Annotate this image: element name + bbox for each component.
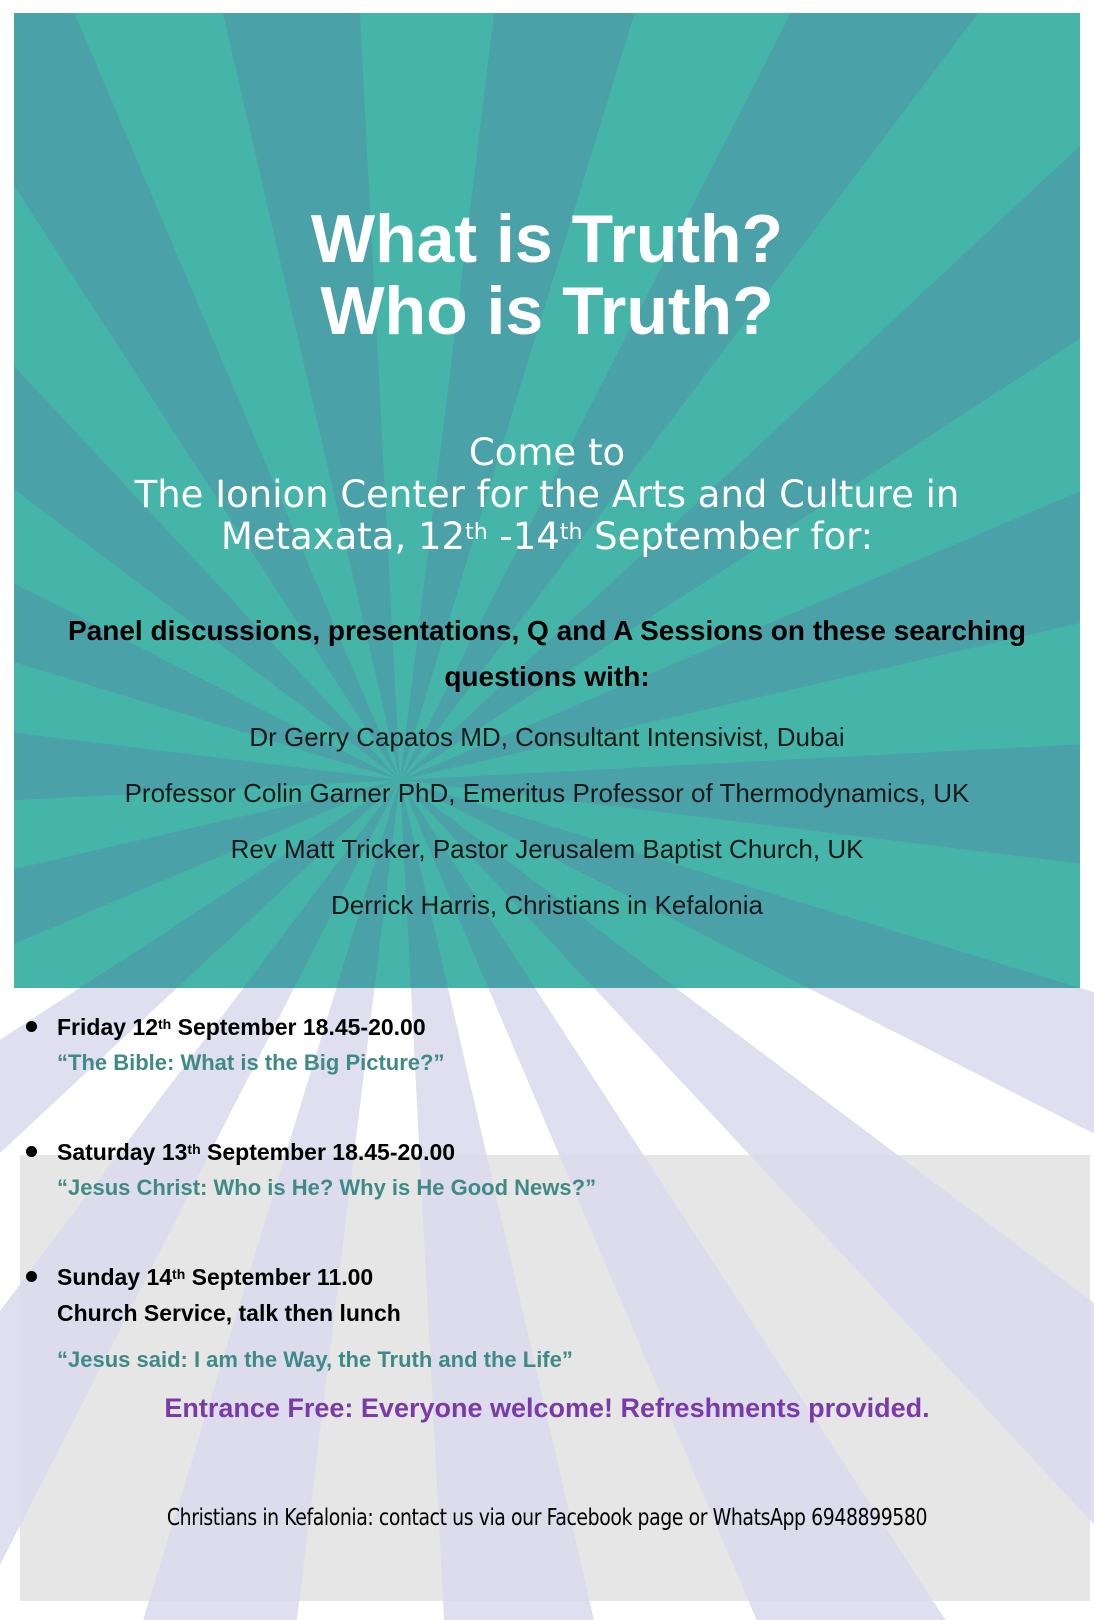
speaker-2: Professor Colin Garner PhD, Emeritus Professor of Thermodynamics, UK xyxy=(124,778,970,808)
venue-info xyxy=(14,432,1080,558)
venue-sup-1: th xyxy=(465,520,488,545)
bullet-icon xyxy=(26,1146,37,1157)
entrance-notice: Entrance Free: Everyone welcome! Refreshments provided. xyxy=(164,1393,930,1423)
venue-date-end: -14 xyxy=(487,515,560,558)
venue-line-2: The Ionion Center for the Arts and Culture in xyxy=(134,473,960,516)
main-title xyxy=(14,203,1080,347)
event-quote: “Jesus said: I am the Way, the Truth and the Life” xyxy=(57,1347,573,1372)
venue-line-3 xyxy=(14,516,1080,558)
panel-heading-line-1: Panel discussions, presentations, Q and A Sessions on these searching xyxy=(68,615,1026,646)
event-date: Friday 12th September 18.45-20.00 xyxy=(57,1014,426,1040)
event-date: Sunday 14th September 11.00 xyxy=(57,1264,374,1290)
bullet-icon xyxy=(26,1271,37,1282)
title-line-1: What is Truth? xyxy=(310,201,784,277)
title-line-2: Who is Truth? xyxy=(320,273,774,349)
panel-heading-line-2: questions with: xyxy=(444,661,650,692)
bullet-icon xyxy=(26,1021,37,1032)
event-quote: “Jesus Christ: Who is He? Why is He Good News?” xyxy=(57,1175,597,1200)
venue-month: September for: xyxy=(582,515,874,558)
event-detail: Church Service, talk then lunch xyxy=(57,1300,401,1326)
speaker-4: Derrick Harris, Christians in Kefalonia xyxy=(330,890,764,920)
speaker-1: Dr Gerry Capatos MD, Consultant Intensivist, Dubai xyxy=(249,722,845,752)
event-quote: “The Bible: What is the Big Picture?” xyxy=(57,1050,445,1075)
venue-date-start: Metaxata, 12 xyxy=(220,515,466,558)
venue-sup-2: th xyxy=(559,520,583,545)
venue-line-1: Come to xyxy=(468,431,626,474)
speaker-3: Rev Matt Tricker, Pastor Jerusalem Baptist Church, UK xyxy=(230,834,864,864)
contact-line: Christians in Kefalonia: contact us via our Facebook page or WhatsApp 6948899580 xyxy=(166,1505,928,1531)
event-date: Saturday 13th September 18.45-20.00 xyxy=(57,1139,456,1165)
panel-heading xyxy=(30,608,1064,700)
